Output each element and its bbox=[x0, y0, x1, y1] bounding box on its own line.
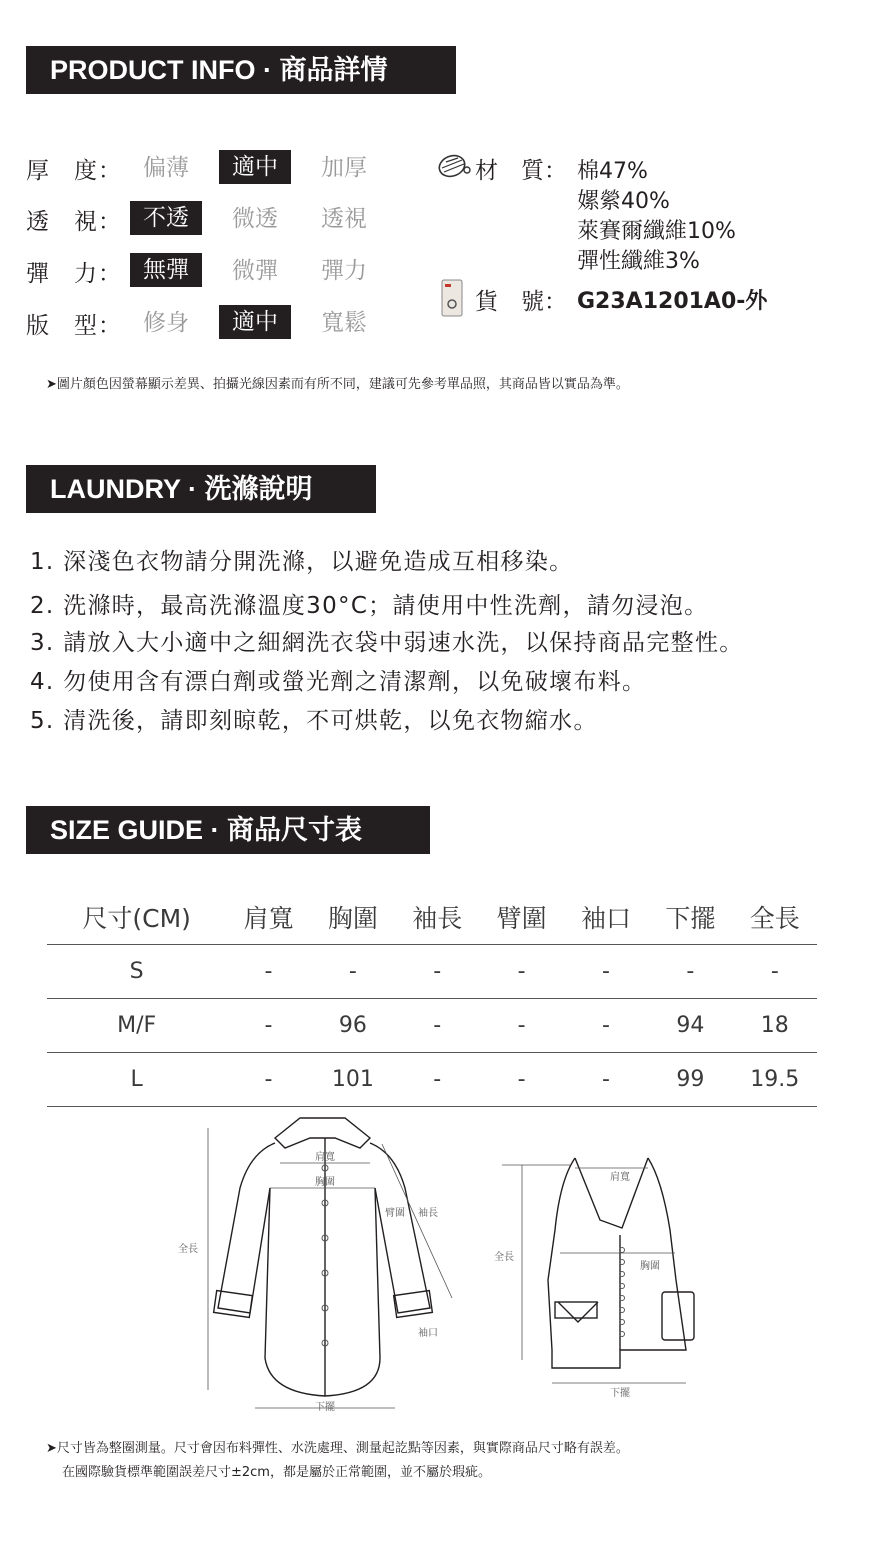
shirt-hem-label: 下擺 bbox=[315, 1402, 335, 1413]
table-cell: - bbox=[564, 999, 648, 1053]
table-cell: - bbox=[479, 1053, 563, 1107]
table-cell: - bbox=[226, 1053, 310, 1107]
table-cell: 18 bbox=[733, 999, 817, 1053]
material-line: 嫘縈40% bbox=[577, 189, 670, 214]
table-cell: - bbox=[648, 945, 732, 999]
vest-measurement-diagram bbox=[490, 1150, 710, 1400]
yarn-spool-icon bbox=[434, 150, 474, 182]
vest-length-label: 全長 bbox=[494, 1252, 514, 1263]
table-cell: - bbox=[479, 945, 563, 999]
attribute-option-selected: 適中 bbox=[219, 150, 291, 184]
attribute-option-selected: 適中 bbox=[219, 305, 291, 339]
laundry-instruction: 3. 請放入大小適中之細網洗衣袋中弱速水洗，以保持商品完整性。 bbox=[30, 630, 744, 656]
table-cell: - bbox=[395, 1053, 479, 1107]
attribute-label: 厚 度： bbox=[26, 158, 122, 184]
laundry-instruction: 2. 洗滌時，最高洗滌溫度30°C；請使用中性洗劑，請勿浸泡。 bbox=[30, 593, 709, 619]
hang-tag-icon bbox=[438, 276, 468, 320]
size-guide-heading: SIZE GUIDE · 商品尺寸表 bbox=[26, 806, 430, 854]
table-cell: 19.5 bbox=[733, 1053, 817, 1107]
vest-chest-label: 胸圍 bbox=[640, 1261, 660, 1272]
column-header: 袖口 bbox=[564, 890, 648, 945]
attribute-option: 偏薄 bbox=[143, 155, 189, 181]
table-cell: S bbox=[47, 945, 226, 999]
material-label: 材 質： bbox=[475, 158, 567, 184]
table-cell: - bbox=[479, 999, 563, 1053]
attribute-option: 透視 bbox=[321, 206, 367, 232]
attribute-label: 透 視： bbox=[26, 209, 122, 235]
attribute-option: 微透 bbox=[232, 206, 278, 232]
item-number-value: G23A1201A0-外 bbox=[577, 289, 768, 314]
attribute-option: 加厚 bbox=[321, 155, 367, 181]
table-cell: M/F bbox=[47, 999, 226, 1053]
attribute-label: 版 型： bbox=[26, 313, 122, 339]
attribute-option: 彈力 bbox=[321, 258, 367, 284]
table-cell: - bbox=[226, 945, 310, 999]
table-cell: - bbox=[395, 945, 479, 999]
laundry-instruction: 1. 深淺色衣物請分開洗滌，以避免造成互相移染。 bbox=[30, 549, 574, 575]
size-table bbox=[47, 890, 817, 1107]
color-disclaimer: ➤圖片顏色因螢幕顯示差異、拍攝光線因素而有所不同，建議可先參考單品照，其商品皆以實品為準。 bbox=[46, 377, 629, 392]
table-row bbox=[47, 999, 817, 1053]
table-row bbox=[47, 1053, 817, 1107]
column-header: 胸圍 bbox=[311, 890, 395, 945]
shirt-arm-label: 臂圍 bbox=[385, 1208, 405, 1219]
table-cell: 96 bbox=[311, 999, 395, 1053]
laundry-instruction: 4. 勿使用含有漂白劑或螢光劑之清潔劑，以免破壞布料。 bbox=[30, 669, 647, 695]
table-cell: 99 bbox=[648, 1053, 732, 1107]
column-header: 下擺 bbox=[648, 890, 732, 945]
table-cell: - bbox=[564, 945, 648, 999]
table-cell: 94 bbox=[648, 999, 732, 1053]
table-cell: - bbox=[395, 999, 479, 1053]
laundry-heading: LAUNDRY · 洗滌說明 bbox=[26, 465, 376, 513]
product-info-heading: PRODUCT INFO · 商品詳情 bbox=[26, 46, 456, 94]
size-table-header bbox=[47, 890, 817, 945]
shirt-cuff-label: 袖口 bbox=[418, 1328, 438, 1339]
table-cell: - bbox=[226, 999, 310, 1053]
vest-hem-label: 下擺 bbox=[610, 1388, 630, 1399]
attribute-option: 修身 bbox=[143, 310, 189, 336]
table-cell: L bbox=[47, 1053, 226, 1107]
column-header: 臂圍 bbox=[479, 890, 563, 945]
column-header: 全長 bbox=[733, 890, 817, 945]
attribute-option-selected: 無彈 bbox=[130, 253, 202, 287]
material-line: 彈性纖維3% bbox=[577, 249, 700, 274]
table-cell: - bbox=[564, 1053, 648, 1107]
column-header: 尺寸(CM) bbox=[47, 890, 226, 945]
table-cell: - bbox=[733, 945, 817, 999]
material-line: 棉47% bbox=[577, 159, 648, 184]
material-line: 萊賽爾纖維10% bbox=[577, 219, 736, 244]
shirt-shoulder-label: 肩寬 bbox=[315, 1152, 335, 1163]
shirt-length-label: 全長 bbox=[178, 1244, 198, 1255]
column-header: 袖長 bbox=[395, 890, 479, 945]
size-note: ➤尺寸皆為整圈測量。尺寸會因布料彈性、水洗處理、測量起訖點等因素，與實際商品尺寸略有誤差。 bbox=[46, 1441, 629, 1456]
vest-shoulder-label: 肩寬 bbox=[610, 1172, 630, 1183]
table-cell: - bbox=[311, 945, 395, 999]
item-number-label: 貨 號： bbox=[475, 289, 567, 315]
table-cell: 101 bbox=[311, 1053, 395, 1107]
attribute-option: 微彈 bbox=[232, 258, 278, 284]
shirt-measurement-diagram bbox=[170, 1108, 470, 1418]
table-row bbox=[47, 945, 817, 999]
attribute-option: 寬鬆 bbox=[321, 310, 367, 336]
column-header: 肩寬 bbox=[226, 890, 310, 945]
attribute-option-selected: 不透 bbox=[130, 201, 202, 235]
attribute-label: 彈 力： bbox=[26, 261, 122, 287]
shirt-sleeve-label: 袖長 bbox=[418, 1208, 438, 1219]
size-note: 在國際驗貨標準範圍誤差尺寸±2cm，都是屬於正常範圍，並不屬於瑕疵。 bbox=[62, 1465, 491, 1480]
laundry-instruction: 5. 清洗後，請即刻晾乾，不可烘乾，以免衣物縮水。 bbox=[30, 708, 598, 734]
shirt-chest-label: 胸圍 bbox=[315, 1177, 335, 1188]
